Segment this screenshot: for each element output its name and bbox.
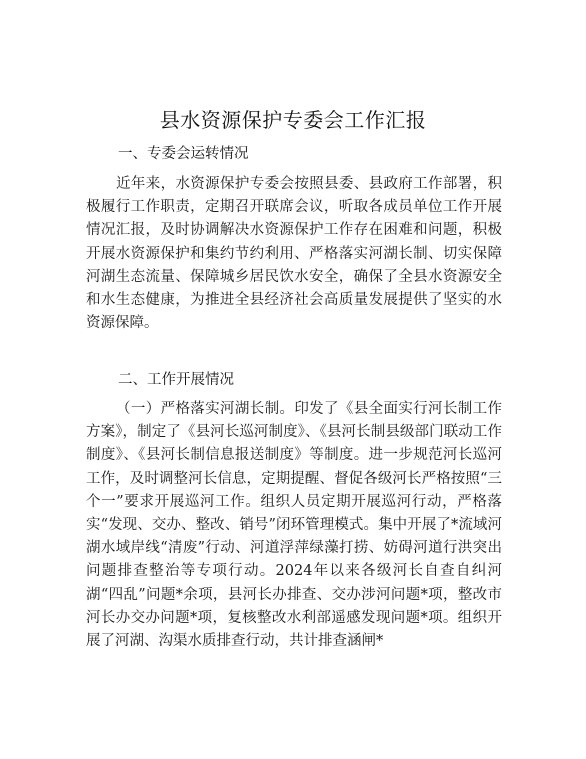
section-heading-work: 二、工作开展情况 (118, 372, 234, 388)
document-title: 县水资源保护专委会工作汇报 (159, 108, 427, 132)
section-heading-operation: 一、专委会运转情况 (118, 146, 249, 162)
section-paragraph-work: （一）严格落实河湖长制。印发了《县全面实行河长制工作方案》，制定了《县河长巡河制度》、《县河长制县级部门联动工作制度》、《县河长制信息报送制度》等制度。进一步规范河长巡河工作，及时调整河长信息，定期提醒、督促各级河长严格按照“三个一”要求开展巡河工作。组织人员定期开展巡河行动，严格落实“发现、交办、整改、销号”闭环管理模式。集中开展了*流域河湖水域岸线“清废”行动、河道浮萍绿藻打捞、妨碍河道行洪突出问题排查整治等专项行动。2024年以来各级河长自查自纠河湖“四乱”问题*余项，县河长办排查、交办涉河问题*项，整改市河长办交办问题*项，复核整改水利部遥感发现问题*项。组织开展了河湖、沟渠水质排查行动，共计排查涵闸* (86, 401, 502, 650)
section-paragraph-operation: 近年来，水资源保护专委会按照县委、县政府工作部署，积极履行工作职责，定期召开联席会议，听取各成员单位工作开展情况汇报，及时协调解决水资源保护工作存在困难和问题，积极开展水资源保护和集约节约利用、严格落实河湖长制、切实保障河湖生态流量、保障城乡居民饮水安全，确保了全县水资源安全和水生态健康，为推进全县经济社会高质量发展提供了坚实的水资源保障。 (86, 176, 502, 332)
